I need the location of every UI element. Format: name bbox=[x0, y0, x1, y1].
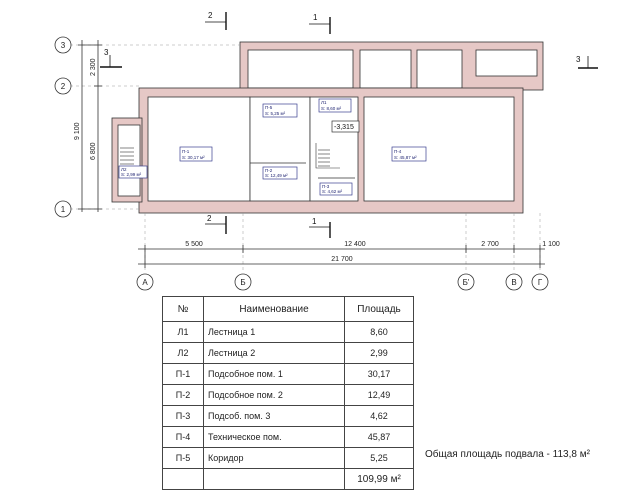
cell-area: 4,62 bbox=[345, 406, 414, 427]
room-p3-code: П-3 bbox=[322, 184, 330, 189]
axis-row-1-label: 1 bbox=[60, 205, 66, 214]
cell-number: П-1 bbox=[163, 364, 204, 385]
level-mark: -3,315 bbox=[334, 124, 354, 131]
table-total: 109,99 м² bbox=[345, 469, 414, 490]
cell-number: Л2 bbox=[163, 343, 204, 364]
dim-v-main: 6 800 bbox=[90, 142, 97, 160]
axis-col-b-prime-label: Б' bbox=[462, 278, 470, 287]
cell-name: Лестница 1 bbox=[204, 322, 345, 343]
cell-number: Л1 bbox=[163, 322, 204, 343]
header-number: № bbox=[163, 297, 204, 322]
header-area: Площадь bbox=[345, 297, 414, 322]
dim-h-c: 2 700 bbox=[481, 241, 499, 248]
table-row bbox=[163, 406, 414, 427]
axis-col-b-label: Б bbox=[240, 278, 246, 287]
cell-empty bbox=[163, 469, 204, 490]
table-total-row bbox=[163, 469, 414, 490]
section-1-bottom: 1 bbox=[312, 217, 317, 226]
dim-h-total: 21 700 bbox=[331, 256, 353, 263]
cell-area: 45,87 bbox=[345, 427, 414, 448]
room-p5-area: S: 5,25 м² bbox=[265, 111, 286, 116]
total-area-note: Общая площадь подвала - 113,8 м² bbox=[425, 449, 590, 460]
cell-empty bbox=[204, 469, 345, 490]
cell-area: 8,60 bbox=[345, 322, 414, 343]
axis-col-a-label: А bbox=[142, 278, 148, 287]
axis-row-3-label: 3 bbox=[60, 41, 66, 50]
cell-name: Техническое пом. bbox=[204, 427, 345, 448]
room-p4-area: S: 45,87 м² bbox=[394, 155, 417, 160]
section-3-right: 3 bbox=[576, 55, 581, 64]
area-table bbox=[162, 296, 414, 490]
room-p2-code: П-2 bbox=[265, 168, 273, 173]
cell-number: П-3 bbox=[163, 406, 204, 427]
cell-name: Подсобное пом. 1 bbox=[204, 364, 345, 385]
cell-area: 30,17 bbox=[345, 364, 414, 385]
table-row bbox=[163, 343, 414, 364]
table-row bbox=[163, 448, 414, 469]
room-p1-area: S: 30,17 м² bbox=[182, 155, 205, 160]
cell-area: 12,49 bbox=[345, 385, 414, 406]
dim-v-top: 2 300 bbox=[90, 58, 97, 76]
section-2-bottom: 2 bbox=[207, 214, 212, 223]
section-1-top: 1 bbox=[313, 13, 318, 22]
dim-h-a: 5 500 bbox=[185, 241, 203, 248]
table-row bbox=[163, 322, 414, 343]
section-3-left: 3 bbox=[104, 48, 109, 57]
room-l1-area: S: 8,60 м² bbox=[321, 106, 342, 111]
room-p5-code: П-5 bbox=[265, 105, 273, 110]
dim-v-total: 9 100 bbox=[74, 122, 81, 140]
table-header-row bbox=[163, 297, 414, 322]
cell-area: 2,99 bbox=[345, 343, 414, 364]
cell-area: 5,25 bbox=[345, 448, 414, 469]
table-row bbox=[163, 427, 414, 448]
table-row bbox=[163, 364, 414, 385]
room-p1-code: П-1 bbox=[182, 149, 190, 154]
cell-name: Подсоб. пом. 3 bbox=[204, 406, 345, 427]
room-p2-area: S: 12,49 м² bbox=[265, 173, 288, 178]
cell-name: Лестница 2 bbox=[204, 343, 345, 364]
dim-h-b: 12 400 bbox=[344, 241, 366, 248]
room-p4-code: П-4 bbox=[394, 149, 402, 154]
axis-col-g-label: Г bbox=[537, 278, 543, 287]
room-l2-code: Л2 bbox=[121, 167, 127, 172]
axis-col-v-label: В bbox=[511, 278, 517, 287]
cell-name: Подсобное пом. 2 bbox=[204, 385, 345, 406]
cell-number: П-4 bbox=[163, 427, 204, 448]
table-row bbox=[163, 385, 414, 406]
room-p3-area: S: 4,62 м² bbox=[322, 189, 343, 194]
section-2-top: 2 bbox=[208, 11, 213, 20]
cell-number: П-5 bbox=[163, 448, 204, 469]
axis-row-2-label: 2 bbox=[60, 82, 66, 91]
room-l1-code: Л1 bbox=[321, 100, 327, 105]
room-l2-area: S: 2,99 м² bbox=[121, 172, 142, 177]
header-name: Наименование bbox=[204, 297, 345, 322]
main-basement bbox=[112, 88, 523, 213]
cell-number: П-2 bbox=[163, 385, 204, 406]
cell-name: Коридор bbox=[204, 448, 345, 469]
dim-h-d: 1 100 bbox=[542, 241, 560, 248]
upper-annex bbox=[240, 42, 543, 90]
